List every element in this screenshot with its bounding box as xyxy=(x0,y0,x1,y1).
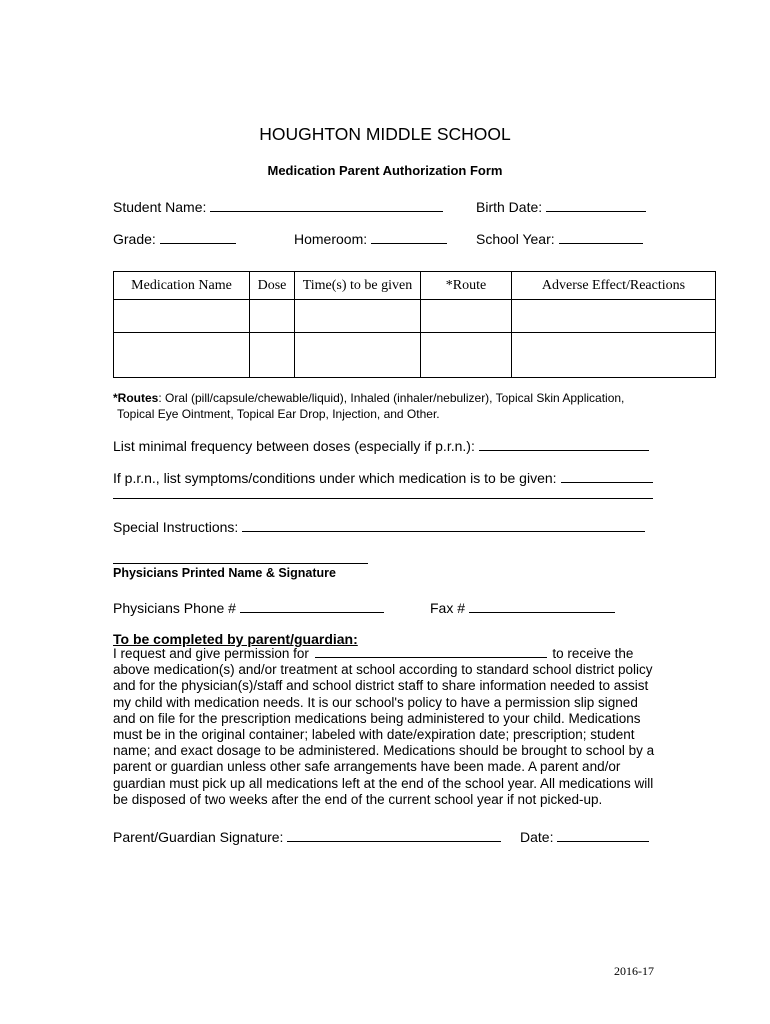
prn-field[interactable] xyxy=(113,468,653,486)
prn-line-2[interactable] xyxy=(113,498,653,499)
routes-label: *Routes xyxy=(113,391,159,405)
prn-line[interactable] xyxy=(561,468,653,483)
frequency-field[interactable] xyxy=(113,436,649,454)
prn-label: If p.r.n., list symptoms/conditions under which medication is to be given: xyxy=(113,470,557,486)
physician-phone-field[interactable] xyxy=(113,598,384,616)
table-cell[interactable] xyxy=(512,333,716,378)
grade-field[interactable] xyxy=(113,229,236,247)
student-name-field[interactable] xyxy=(113,197,443,215)
routes-note xyxy=(113,390,673,422)
col-medication-name: Medication Name xyxy=(114,272,250,300)
table-header-row xyxy=(114,272,716,300)
school-year-label: School Year: xyxy=(476,231,555,247)
birth-date-line[interactable] xyxy=(546,197,646,212)
special-instructions-field[interactable] xyxy=(113,517,645,535)
frequency-line[interactable] xyxy=(479,436,649,451)
medication-table xyxy=(113,271,716,378)
parent-date-field[interactable] xyxy=(520,827,649,845)
fax-field[interactable] xyxy=(430,598,615,616)
homeroom-field[interactable] xyxy=(294,229,447,247)
frequency-label: List minimal frequency between doses (especially if p.r.n.): xyxy=(113,438,475,454)
permission-body: medication(s) and/or treatment at school according to standard school district policy and for the physician(s)/staff and school district staff to share information needed to assist my child with medication needs. It is our school's policy to have a permission slip signed and on file for the prescription medications being administered to your child. Medications must be in the original container; labeled with date/expiration date; prescription; student name; and exact dosage to be administered. Medications should be brought to school by a parent or guardian unless other safe arrangements have been made. A parent and/or guardian must pick up all medications left at the end of the school year. All medications will be disposed of two weeks after the end of the current school year if not picked-up. xyxy=(113,662,655,807)
routes-text-2: Topical Eye Ointment, Topical Ear Drop, Injection, and Other. xyxy=(117,407,440,421)
fax-label: Fax # xyxy=(430,600,466,616)
table-cell[interactable] xyxy=(250,333,295,378)
col-adverse-effects: Adverse Effect/Reactions xyxy=(512,272,716,300)
permission-lead-end: to receive the above xyxy=(113,646,634,678)
col-times: Time(s) to be given xyxy=(295,272,421,300)
parent-signature-label: Parent/Guardian Signature: xyxy=(113,829,284,845)
physician-signature-label: Physicians Printed Name & Signature xyxy=(113,566,336,580)
table-cell[interactable] xyxy=(114,333,250,378)
student-name-label: Student Name: xyxy=(113,199,207,215)
special-instructions-line[interactable] xyxy=(242,517,645,532)
child-name-line[interactable] xyxy=(315,646,547,658)
grade-line[interactable] xyxy=(160,229,236,244)
col-dose: Dose xyxy=(250,272,295,300)
table-row xyxy=(114,333,716,378)
table-cell[interactable] xyxy=(114,300,250,333)
homeroom-line[interactable] xyxy=(371,229,447,244)
table-row xyxy=(114,300,716,333)
form-version: 2016-17 xyxy=(614,964,654,978)
form-title: Medication Parent Authorization Form xyxy=(267,163,503,178)
col-route: *Route xyxy=(421,272,512,300)
physician-phone-label: Physicians Phone # xyxy=(113,600,236,616)
permission-lead: I request and give permission for xyxy=(113,646,309,661)
parent-permission-text xyxy=(113,646,658,808)
table-cell[interactable] xyxy=(250,300,295,333)
table-cell[interactable] xyxy=(421,333,512,378)
fax-line[interactable] xyxy=(469,598,615,613)
school-year-field[interactable] xyxy=(476,229,643,247)
student-name-line[interactable] xyxy=(210,197,443,212)
school-title: HOUGHTON MIDDLE SCHOOL xyxy=(259,124,511,144)
parent-signature-line[interactable] xyxy=(287,827,501,842)
special-instructions-label: Special Instructions: xyxy=(113,519,239,535)
parent-signature-field[interactable] xyxy=(113,827,501,845)
table-cell[interactable] xyxy=(512,300,716,333)
physician-signature-line[interactable] xyxy=(113,563,368,564)
table-cell[interactable] xyxy=(421,300,512,333)
grade-label: Grade: xyxy=(113,231,156,247)
birth-date-label: Birth Date: xyxy=(476,199,543,215)
parent-date-line[interactable] xyxy=(557,827,649,842)
routes-text: : Oral (pill/capsule/chewable/liquid), Inhaled (inhaler/nebulizer), Topical Skin Application, xyxy=(158,391,625,405)
homeroom-label: Homeroom: xyxy=(294,231,368,247)
physician-phone-line[interactable] xyxy=(240,598,384,613)
table-cell[interactable] xyxy=(295,300,421,333)
table-cell[interactable] xyxy=(295,333,421,378)
birth-date-field[interactable] xyxy=(476,197,646,215)
parent-section-heading: To be completed by parent/guardian: xyxy=(113,631,358,647)
school-year-line[interactable] xyxy=(559,229,643,244)
parent-date-label: Date: xyxy=(520,829,554,845)
